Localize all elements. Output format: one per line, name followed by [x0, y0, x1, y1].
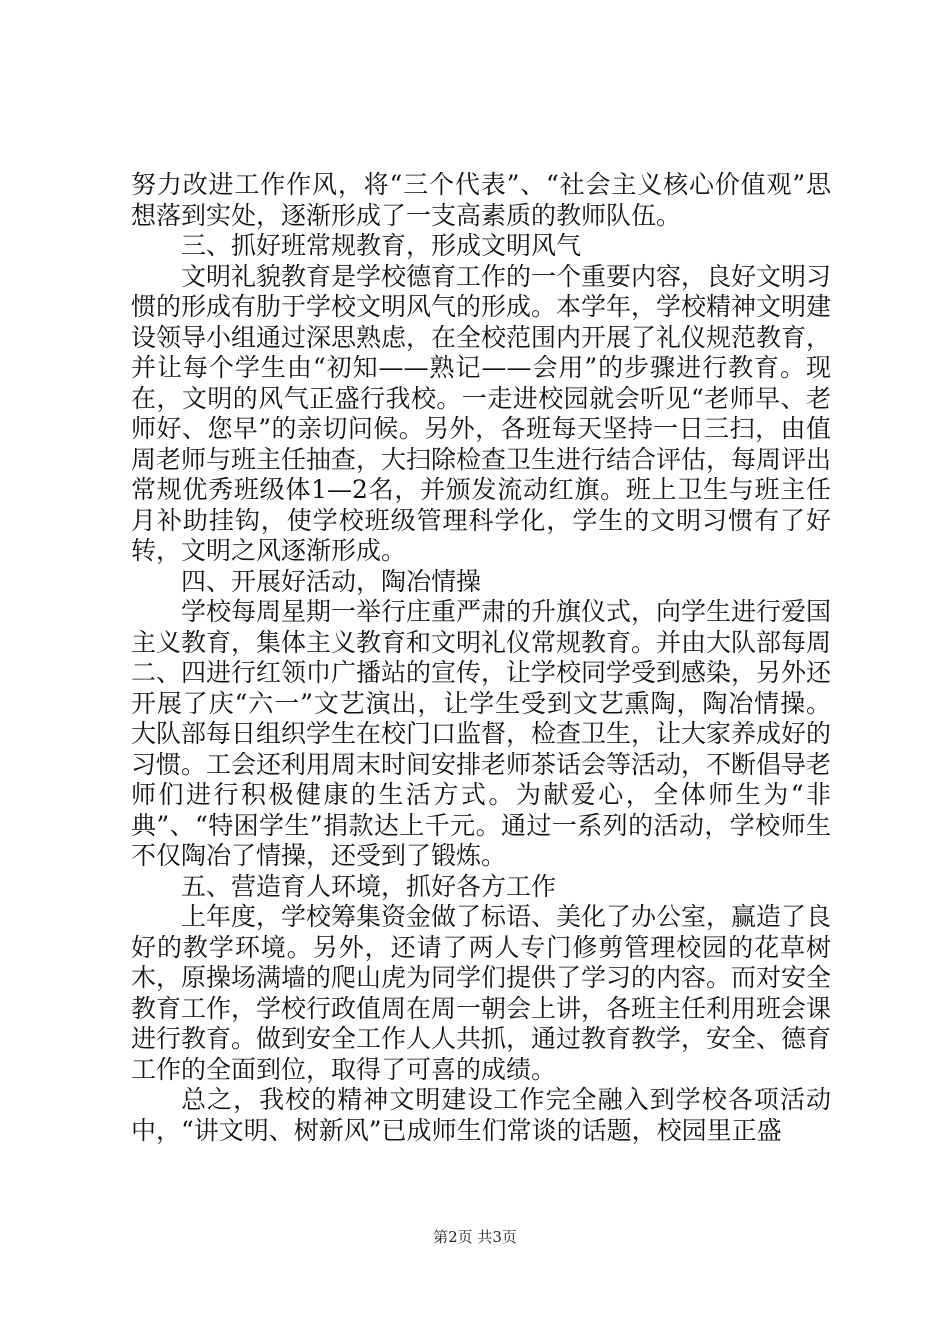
paragraph-activities: 学校每周星期一举行庄重严肃的升旗仪式，向学生进行爱国主义教育，集体主义教育和文明礼仪常规教育。并由大队部每周二、四进行红领巾广播站的宣传，让学校同学受到感染，另外还开展了庆“六一”文艺演出，让学生受到文艺熏陶，陶冶情操。大队部每日组织学生在校门口监督，检查卫生，让大家养成好的习惯。工会还利用周末时间安排老师茶话会等活动，不断倡导老师们进行积极健康的生活方式。为献爱心，全体师生为“非典”、“特困学生”捐款达上千元。通过一系列的活动，学校师生不仅陶冶了情操，还受到了锻炼。: [131, 597, 832, 870]
document-body: [131, 170, 831, 1146]
paragraph-summary: 总之，我校的精神文明建设工作完全融入到学校各项活动中，“讲文明、树新风”已成师生们常谈的话题，校园里正盛: [131, 1085, 831, 1145]
section-heading-5: 五、营造育人环境，抓好各方工作: [181, 871, 557, 901]
section-heading-3: 三、抓好班常规教育，形成文明风气: [181, 231, 582, 260]
paragraph-environment: 上年度，学校筹集资金做了标语、美化了办公室，赢造了良好的教学环境。另外，还请了两人专门修剪管理校园的花草树木，原操场满墙的爬山虎为同学们提供了学习的内容。而对安全教育工作，学校行政值周在周一朝会上讲，各班主任利用班会课进行教育。做到安全工作人人共抓，通过教育教学，安全、德育工作的全面到位，取得了可喜的成绩。: [131, 902, 832, 1084]
section-heading-4: 四、开展好活动，陶冶情操: [181, 566, 482, 596]
paragraph-civility-education: 文明礼貌教育是学校德育工作的一个重要内容，良好文明习惯的形成有肋于学校文明风气的形成。本学年，学校精神文明建设领导小组通过深思熟虑，在全校范围内开展了礼仪规范教育，并让每个学生由“初知——熟记——会用”的步骤进行教育。现在，文明的风气正盛行我校。一走进校园就会听见“老师早、老师好、您早”的亲切问候。另外，各班每天坚持一日三扫，由值周老师与班主任抽查，大扫除检查卫生进行结合评估，每周评出常规优秀班级体1—2名，并颁发流动红旗。班上卫生与班主任月补助挂钩，使学校班级管理科学化，学生的文明习惯有了好转，文明之风逐渐形成。: [131, 261, 832, 565]
page-number-footer: 第2页 共3页: [433, 1228, 517, 1246]
paragraph-continuation: 努力改进工作作风，将“三个代表”、“社会主义核心价值观”思想落到实处，逐渐形成了一支高素质的教师队伍。: [131, 170, 831, 230]
